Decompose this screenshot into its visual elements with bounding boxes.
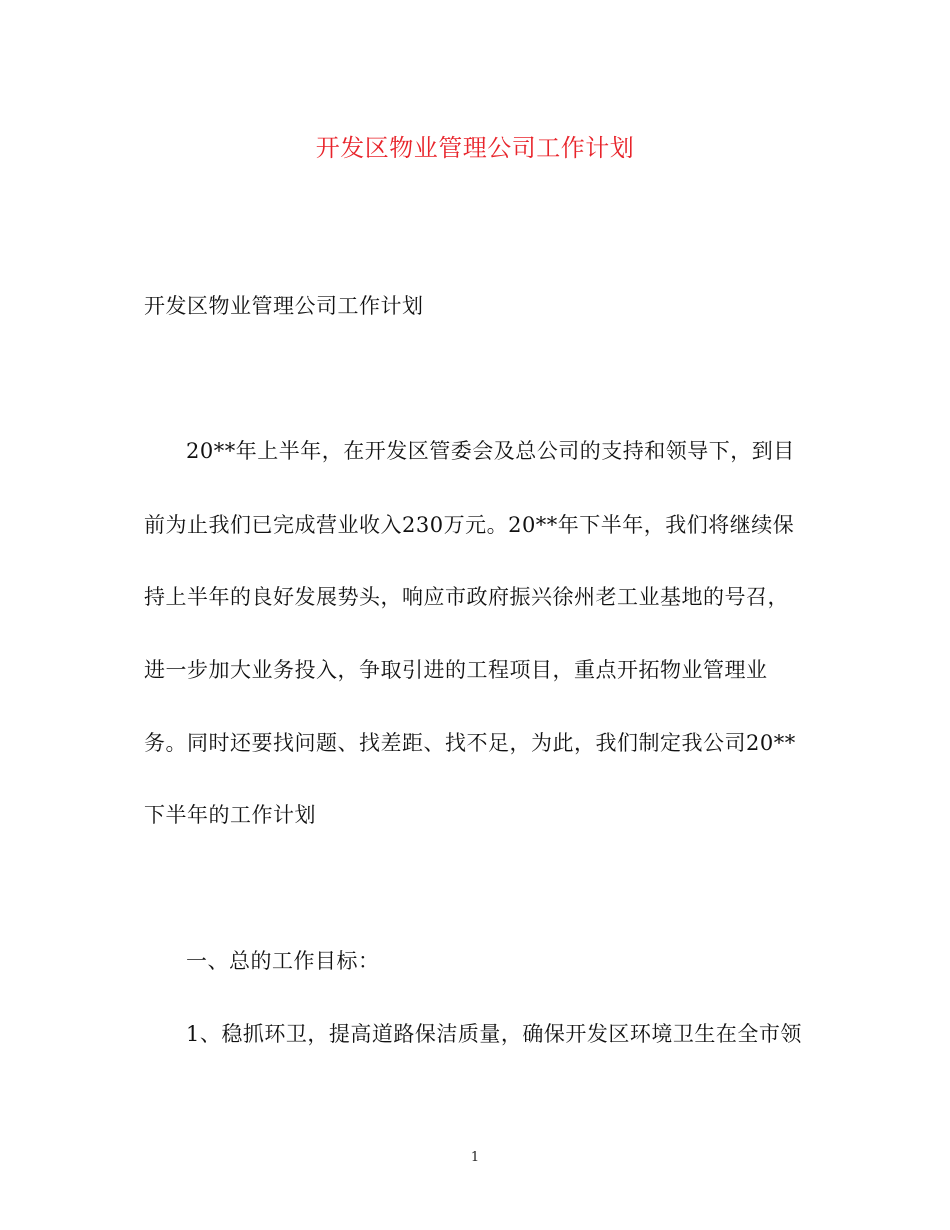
section-heading: 一、总的工作目标： (186, 949, 380, 973)
document-title: 开发区物业管理公司工作计划 (315, 134, 635, 162)
paragraph-line-3: 持上半年的良好发展势头，响应市政府振兴徐州老工业基地的号召， (144, 585, 789, 609)
list-item-1: 1、稳抓环卫，提高道路保洁质量，确保开发区环境卫生在全市领 (186, 1022, 802, 1046)
paragraph-line-5: 务。同时还要找问题、找差距、找不足，为此，我们制定我公司20** (144, 731, 796, 755)
paragraph-line-4: 进一步加大业务投入，争取引进的工程项目，重点开拓物业管理业 (144, 658, 768, 682)
paragraph-line-2: 前为止我们已完成营业收入230万元。20**年下半年，我们将继续保 (144, 513, 795, 537)
page-number: 1 (470, 1150, 480, 1165)
paragraph-line-6: 下半年的工作计划 (144, 803, 316, 827)
paragraph-line-1: 20**年上半年，在开发区管委会及总公司的支持和领导下，到目 (186, 439, 795, 463)
document-subtitle: 开发区物业管理公司工作计划 (144, 294, 424, 318)
